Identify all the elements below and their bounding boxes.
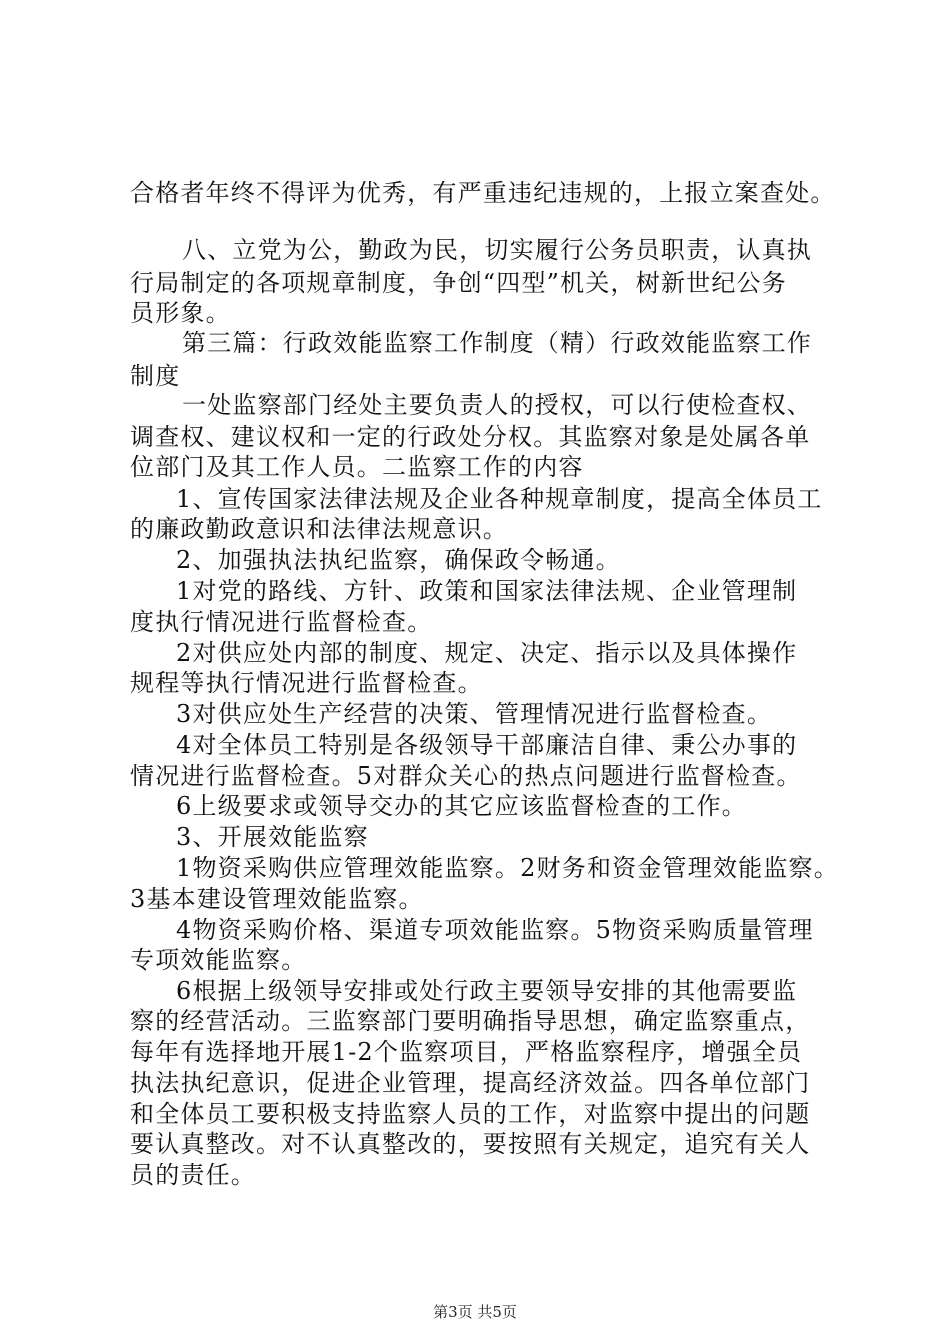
page-footer: 第3页 共5页 bbox=[433, 1303, 517, 1321]
text-line: 6上级要求或领导交办的其它应该监督检查的工作。 bbox=[176, 792, 747, 820]
section-heading: 第三篇：行政效能监察工作制度（精）行政效能监察工作 bbox=[182, 329, 812, 357]
text-line: 情况进行监督检查。5对群众关心的热点问题进行监督检查。 bbox=[130, 762, 802, 790]
text-line: 的廉政勤政意识和法律法规意识。 bbox=[130, 515, 508, 543]
text-line: 3、开展效能监察 bbox=[176, 823, 369, 851]
text-line: 执法执纪意识，促进企业管理，提高经济效益。四各单位部门 bbox=[130, 1069, 811, 1097]
text-line: 1物资采购供应管理效能监察。2财务和资金管理效能监察。 bbox=[176, 854, 839, 882]
text-line: 6根据上级领导安排或处行政主要领导安排的其他需要监 bbox=[176, 977, 798, 1005]
text-line: 八、立党为公，勤政为民，切实履行公务员职责，认真执 bbox=[182, 236, 812, 264]
text-line: 每年有选择地开展1-2个监察项目，严格监察程序，增强全员 bbox=[130, 1038, 803, 1066]
text-line: 1对党的路线、方针、政策和国家法律法规、企业管理制 bbox=[176, 577, 798, 605]
text-line: 4对全体员工特别是各级领导干部廉洁自律、秉公办事的 bbox=[176, 731, 798, 759]
text-line: 1、宣传国家法律法规及企业各种规章制度，提高全体员工 bbox=[176, 485, 823, 513]
section-heading: 制度 bbox=[130, 362, 181, 390]
text-line: 4物资采购价格、渠道专项效能监察。5物资采购质量管理 bbox=[176, 916, 814, 944]
text-line: 行局制定的各项规章制度，争创“四型”机关，树新世纪公务 bbox=[130, 269, 787, 297]
text-line: 2、加强执法执纪监察，确保政令畅通。 bbox=[176, 546, 621, 574]
text-line: 一处监察部门经处主要负责人的授权，可以行使检查权、 bbox=[182, 391, 812, 419]
text-line: 3基本建设管理效能监察。 bbox=[130, 885, 424, 913]
text-line: 规程等执行情况进行监督检查。 bbox=[130, 669, 483, 697]
text-line: 要认真整改。对不认真整改的，要按照有关规定，追究有关人 bbox=[130, 1130, 811, 1158]
text-line: 3对供应处生产经营的决策、管理情况进行监督检查。 bbox=[176, 700, 773, 728]
text-line: 和全体员工要积极支持监察人员的工作，对监察中提出的问题 bbox=[130, 1100, 811, 1128]
text-line: 度执行情况进行监督检查。 bbox=[130, 608, 433, 636]
text-line: 员形象。 bbox=[130, 299, 231, 327]
text-line: 2对供应处内部的制度、规定、决定、指示以及具体操作 bbox=[176, 639, 798, 667]
text-line: 合格者年终不得评为优秀，有严重违纪违规的，上报立案查处。 bbox=[130, 179, 836, 207]
text-line: 位部门及其工作人员。二监察工作的内容 bbox=[130, 453, 584, 481]
text-line: 察的经营活动。三监察部门要明确指导思想，确定监察重点， bbox=[130, 1007, 811, 1035]
text-line: 员的责任。 bbox=[130, 1161, 256, 1189]
text-line: 专项效能监察。 bbox=[130, 946, 307, 974]
text-line: 调查权、建议权和一定的行政处分权。其监察对象是处属各单 bbox=[130, 423, 811, 451]
